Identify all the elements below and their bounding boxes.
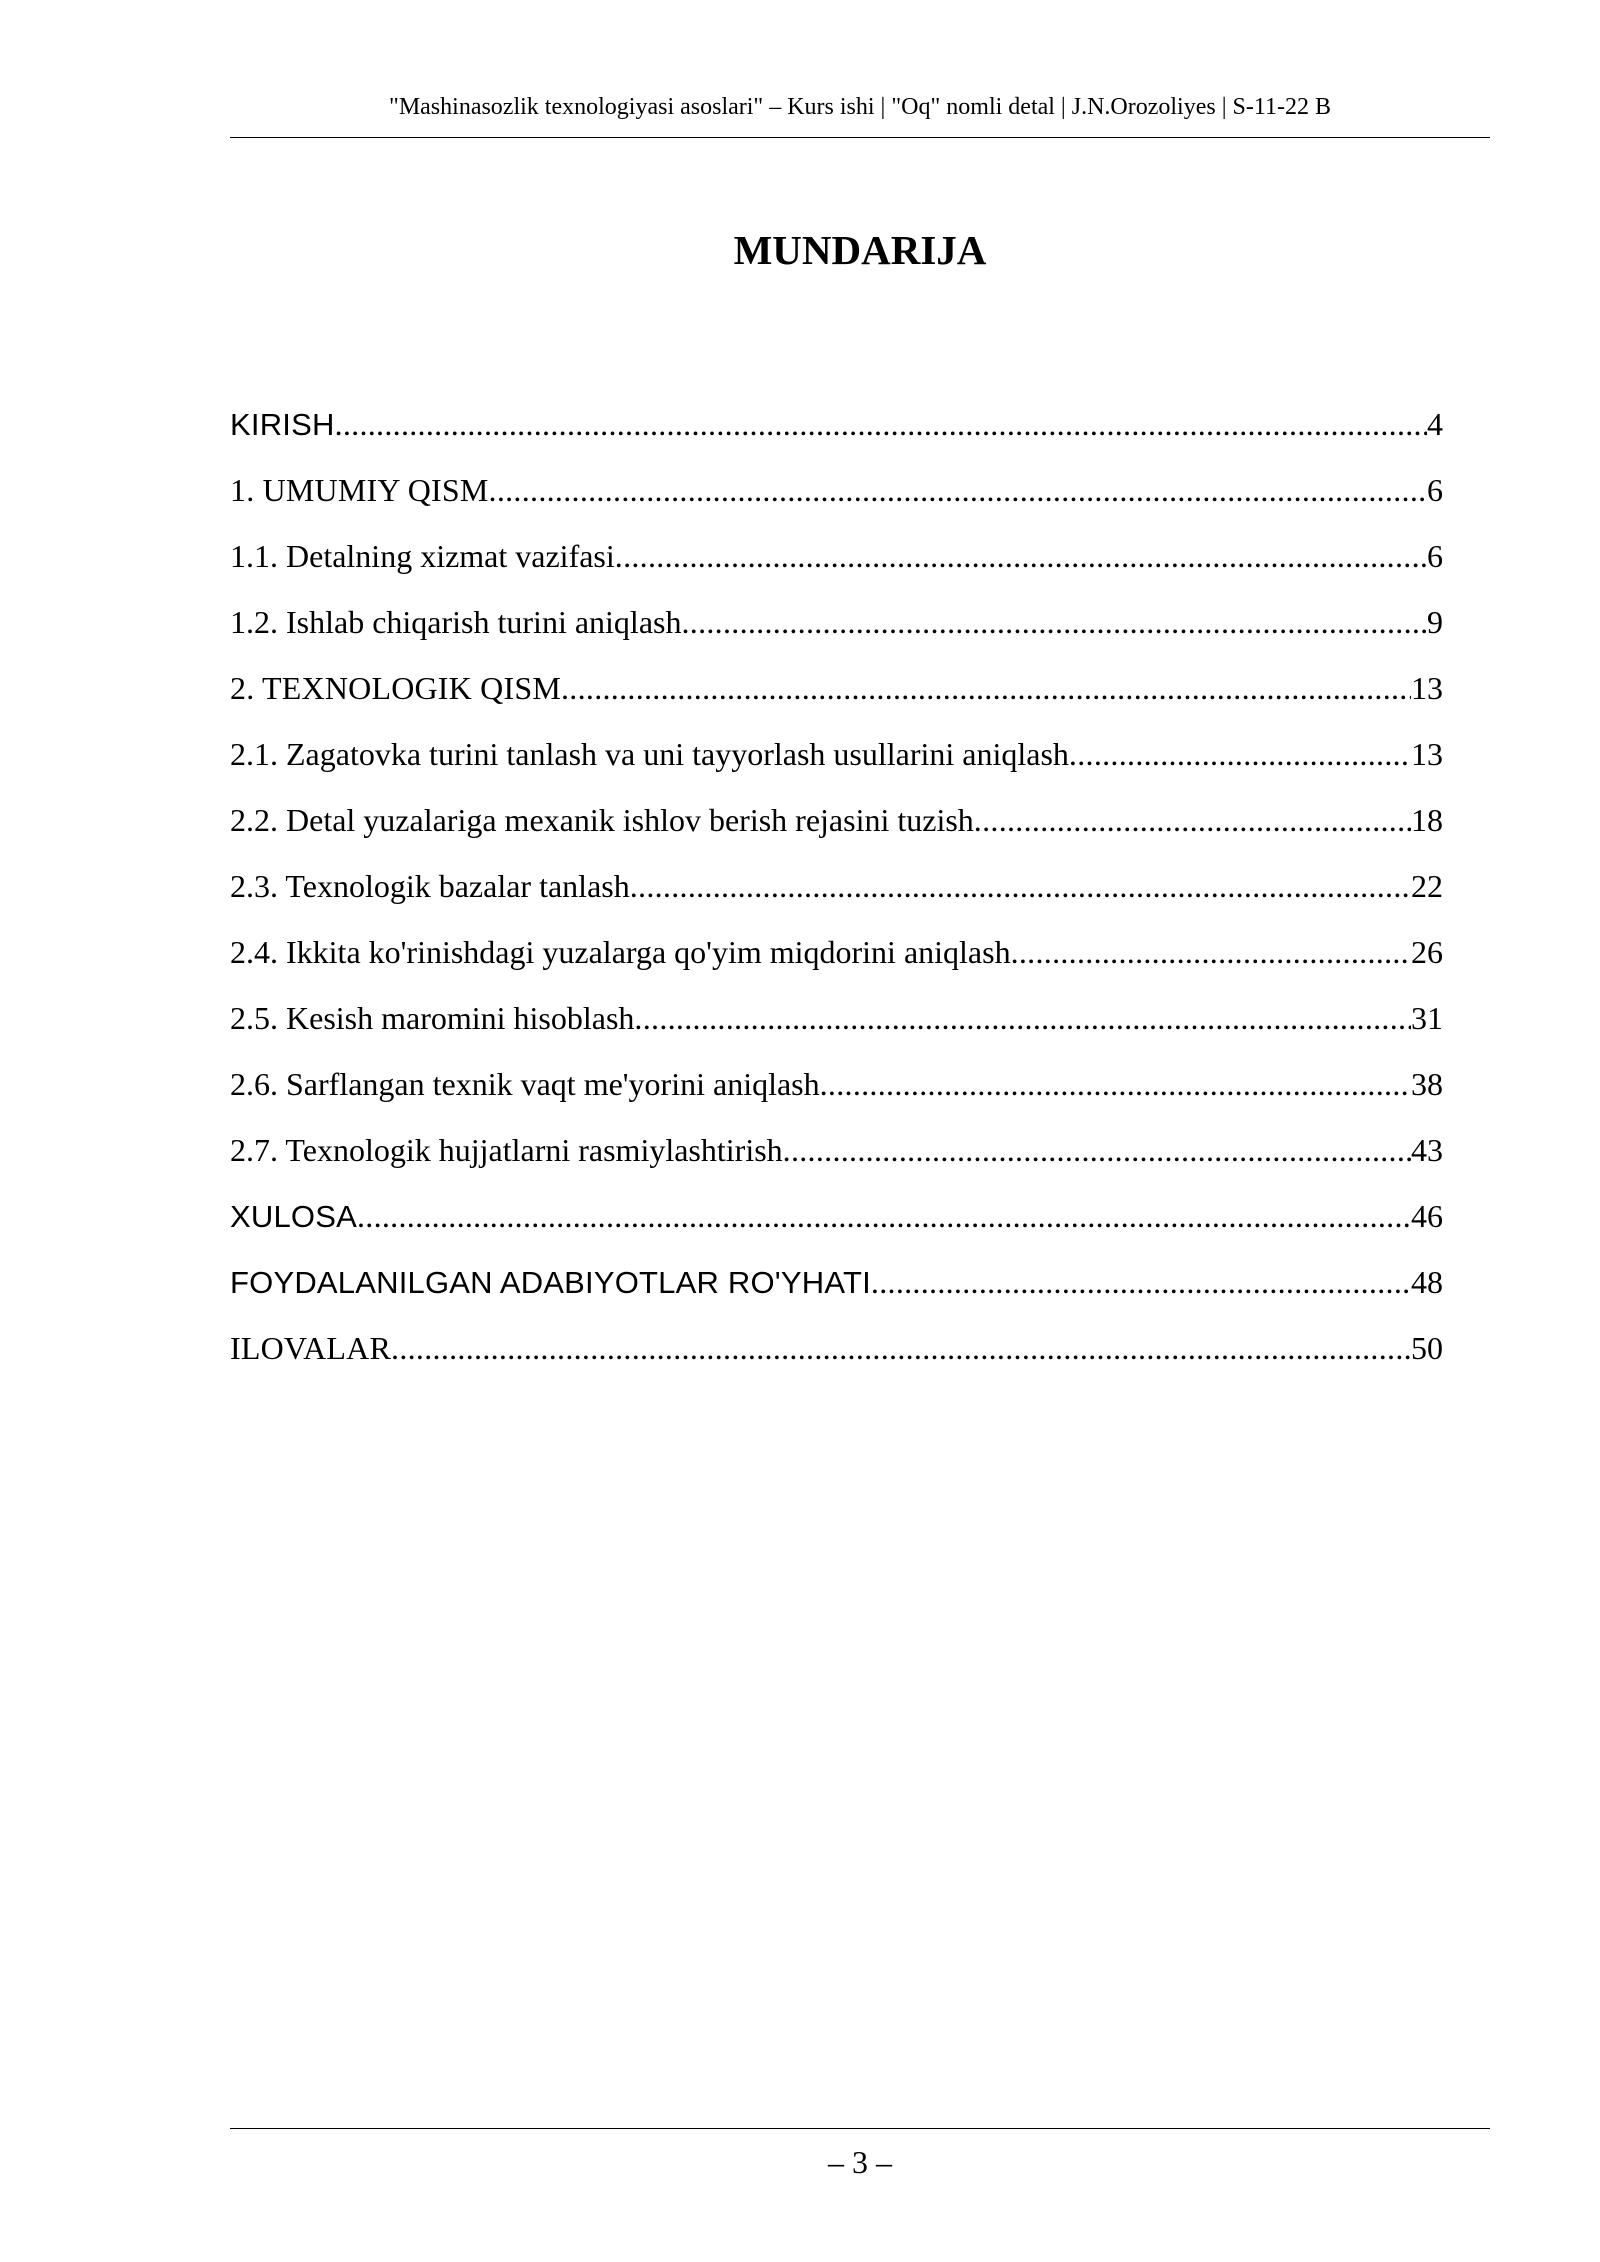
- toc-entry-2-7[interactable]: [230, 1122, 1443, 1188]
- toc-entry-2-2[interactable]: [230, 792, 1443, 858]
- toc-leader-dots: [783, 1122, 1411, 1178]
- toc-entry-page: 22: [1411, 868, 1443, 904]
- toc-leader-dots: [615, 528, 1427, 584]
- toc-entry-2-4[interactable]: [230, 924, 1443, 990]
- page-title: MUNDARIJA: [733, 227, 987, 273]
- header-divider: [230, 137, 1490, 138]
- footer-divider: [230, 2128, 1490, 2129]
- toc-entry-label: 1.1. Detalning xizmat vazifasi: [230, 538, 615, 574]
- toc-entry-label: 2. TEXNOLOGIK QISM: [230, 670, 561, 706]
- toc-entry-page: 13: [1411, 670, 1443, 706]
- toc-entry-label: 2.6. Sarflangan texnik vaqt me'yorini aniqlash: [230, 1066, 820, 1102]
- toc-entry-xulosa[interactable]: [230, 1188, 1443, 1254]
- toc-entry-label: 2.5. Kesish maromini hisoblash: [230, 1000, 635, 1036]
- toc-entry-page: 43: [1411, 1132, 1443, 1168]
- toc-leader-dots: [974, 792, 1411, 848]
- toc-entry-2-5[interactable]: [230, 990, 1443, 1056]
- toc-entry-1-1[interactable]: [230, 528, 1443, 594]
- toc-entry-1-2[interactable]: [230, 594, 1443, 660]
- toc-entry-page: 38: [1411, 1066, 1443, 1102]
- toc-leader-dots: [489, 462, 1427, 518]
- toc-entry-label: 1.2. Ishlab chiqarish turini aniqlash: [230, 604, 682, 640]
- toc-entry-2-6[interactable]: [230, 1056, 1443, 1122]
- toc-entry-page: 6: [1427, 472, 1443, 508]
- toc-entry-label: XULOSA: [230, 1199, 357, 1234]
- toc-entry-label: KIRISH: [230, 407, 335, 442]
- toc-entry-label: 2.2. Detal yuzalariga mexanik ishlov berish rejasini tuzish: [230, 802, 974, 838]
- toc-entry-label: 1. UMUMIY QISM: [230, 472, 489, 508]
- toc-entry-page: 4: [1427, 406, 1443, 442]
- toc-entry-label: 2.3. Texnologik bazalar tanlash: [230, 868, 630, 904]
- toc-entry-texnologik-qism[interactable]: [230, 660, 1443, 726]
- toc-entry-label: FOYDALANILGAN ADABIYOTLAR RO'YHATI: [230, 1265, 871, 1300]
- toc-leader-dots: [1069, 726, 1411, 782]
- toc-entry-2-1[interactable]: [230, 726, 1443, 792]
- toc-entry-page: 6: [1427, 538, 1443, 574]
- toc-entry-label: ILOVALAR: [230, 1330, 392, 1366]
- toc-entry-page: 48: [1411, 1264, 1443, 1300]
- toc-leader-dots: [681, 594, 1427, 650]
- toc-entry-label: 2.4. Ikkita ko'rinishdagi yuzalarga qo'yim miqdorini aniqlash: [230, 934, 1011, 970]
- toc-leader-dots: [561, 660, 1411, 716]
- toc-entry-page: 50: [1411, 1330, 1443, 1366]
- toc-leader-dots: [871, 1254, 1411, 1310]
- toc-entry-page: 46: [1411, 1198, 1443, 1234]
- table-of-contents: [230, 396, 1443, 1386]
- toc-entry-page: 13: [1411, 736, 1443, 772]
- toc-entry-ilovalar[interactable]: [230, 1320, 1443, 1386]
- toc-entry-label: 2.1. Zagatovka turini tanlash va uni tayyorlash usullarini aniqlash: [230, 736, 1069, 772]
- toc-entry-umumiy-qism[interactable]: [230, 462, 1443, 528]
- toc-leader-dots: [391, 1320, 1411, 1376]
- toc-entry-label: 2.7. Texnologik hujjatlarni rasmiylashtirish: [230, 1132, 783, 1168]
- toc-leader-dots: [357, 1188, 1411, 1244]
- toc-entry-kirish[interactable]: [230, 396, 1443, 462]
- toc-leader-dots: [1011, 924, 1411, 980]
- page-number: – 3 –: [828, 2144, 892, 2180]
- toc-leader-dots: [630, 858, 1411, 914]
- toc-entry-page: 26: [1411, 934, 1443, 970]
- toc-leader-dots: [335, 396, 1427, 452]
- toc-entry-page: 18: [1411, 802, 1443, 838]
- toc-leader-dots: [634, 990, 1411, 1046]
- running-header: "Mashinasozlik texnologiyasi asoslari" – Kurs ishi | "Oq" nomli detal | J.N.Orozoliyes | S-11-22 B: [389, 94, 1331, 120]
- toc-entry-adabiyotlar[interactable]: [230, 1254, 1443, 1320]
- toc-entry-page: 31: [1411, 1000, 1443, 1036]
- toc-leader-dots: [820, 1056, 1411, 1112]
- toc-entry-page: 9: [1427, 604, 1443, 640]
- toc-entry-2-3[interactable]: [230, 858, 1443, 924]
